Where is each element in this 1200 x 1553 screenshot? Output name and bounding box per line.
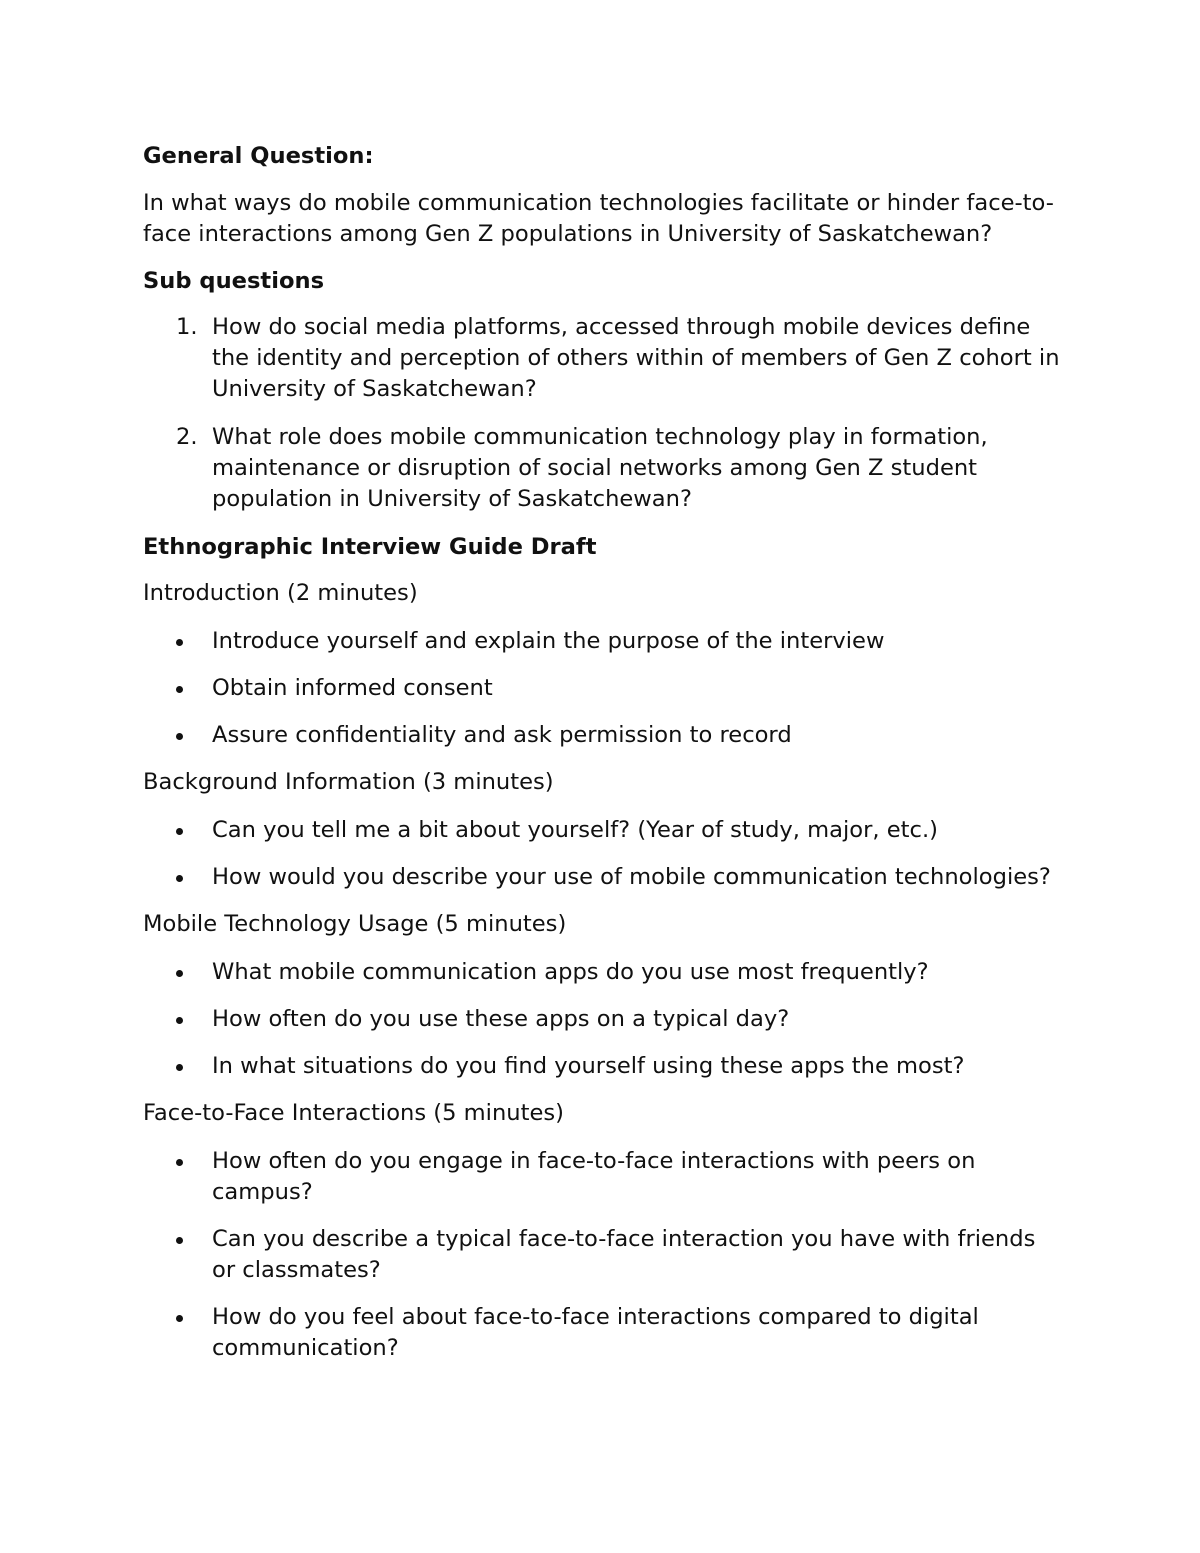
general-question-text: In what ways do mobile communication technologies facilitate or hinder face-to-face interactions among Gen Z populations in University of Saskatchewan?	[143, 190, 1054, 247]
list-item	[143, 862, 1060, 893]
list-item-text: Can you tell me a bit about yourself? (Year of study, major, etc.)	[212, 817, 938, 843]
list-item-text: How do you feel about face-to-face interactions compared to digital communication?	[212, 1304, 979, 1361]
sub-question-number: 1.	[176, 314, 198, 340]
list-item	[143, 815, 1060, 846]
list-item-text: How would you describe your use of mobile communication technologies?	[212, 864, 1051, 890]
list-item	[143, 1004, 1060, 1035]
bullet-icon	[176, 1315, 183, 1322]
sub-question-text: How do social media platforms, accessed through mobile devices define the identity and perception of others within of members of Gen Z cohort in University of Saskatchewan?	[212, 314, 1060, 402]
section-heading-mobile-usage: Mobile Technology Usage (5 minutes)	[143, 911, 567, 937]
interview-guide-title: Ethnographic Interview Guide Draft	[143, 534, 597, 560]
bullet-icon	[176, 875, 183, 882]
bullet-icon	[176, 970, 183, 977]
bullet-icon	[176, 1017, 183, 1024]
section-list-mobile-usage	[143, 957, 1060, 1082]
list-item-text: Obtain informed consent	[212, 675, 493, 701]
bullet-icon	[176, 828, 183, 835]
bullet-icon	[176, 733, 183, 740]
list-item	[143, 1302, 1060, 1364]
bullet-icon	[176, 1159, 183, 1166]
sub-question-number: 2.	[176, 424, 198, 450]
list-item	[143, 1146, 1060, 1208]
list-item-text: How often do you engage in face-to-face interactions with peers on campus?	[212, 1148, 976, 1205]
list-item-text: In what situations do you find yourself using these apps the most?	[212, 1053, 965, 1079]
list-item-text: Introduce yourself and explain the purpose of the interview	[212, 628, 885, 654]
sub-question-item	[143, 422, 1060, 515]
section-heading-face-to-face: Face-to-Face Interactions (5 minutes)	[143, 1100, 564, 1126]
sub-questions-heading: Sub questions	[143, 268, 325, 294]
list-item	[143, 626, 1060, 657]
list-item	[143, 1051, 1060, 1082]
list-item-text: Assure confidentiality and ask permission to record	[212, 722, 792, 748]
bullet-icon	[176, 1237, 183, 1244]
list-item-text: How often do you use these apps on a typical day?	[212, 1006, 790, 1032]
bullet-icon	[176, 686, 183, 693]
general-question-heading: General Question:	[143, 143, 374, 169]
list-item	[143, 1224, 1060, 1286]
section-heading-background: Background Information (3 minutes)	[143, 769, 554, 795]
list-item-text: What mobile communication apps do you use most frequently?	[212, 959, 929, 985]
list-item	[143, 720, 1060, 751]
list-item-text: Can you describe a typical face-to-face interaction you have with friends or classmates?	[212, 1226, 1036, 1283]
section-heading-introduction: Introduction (2 minutes)	[143, 580, 418, 606]
section-list-background	[143, 815, 1060, 893]
sub-question-text: What role does mobile communication technology play in formation, maintenance or disruption of social networks among Gen Z student population in University of Saskatchewan?	[212, 424, 988, 512]
bullet-icon	[176, 639, 183, 646]
list-item	[143, 673, 1060, 704]
sub-question-item	[143, 312, 1060, 405]
section-list-introduction	[143, 626, 1060, 751]
list-item	[143, 957, 1060, 988]
section-list-face-to-face	[143, 1146, 1060, 1364]
sub-questions-list	[143, 312, 1060, 515]
bullet-icon	[176, 1064, 183, 1071]
